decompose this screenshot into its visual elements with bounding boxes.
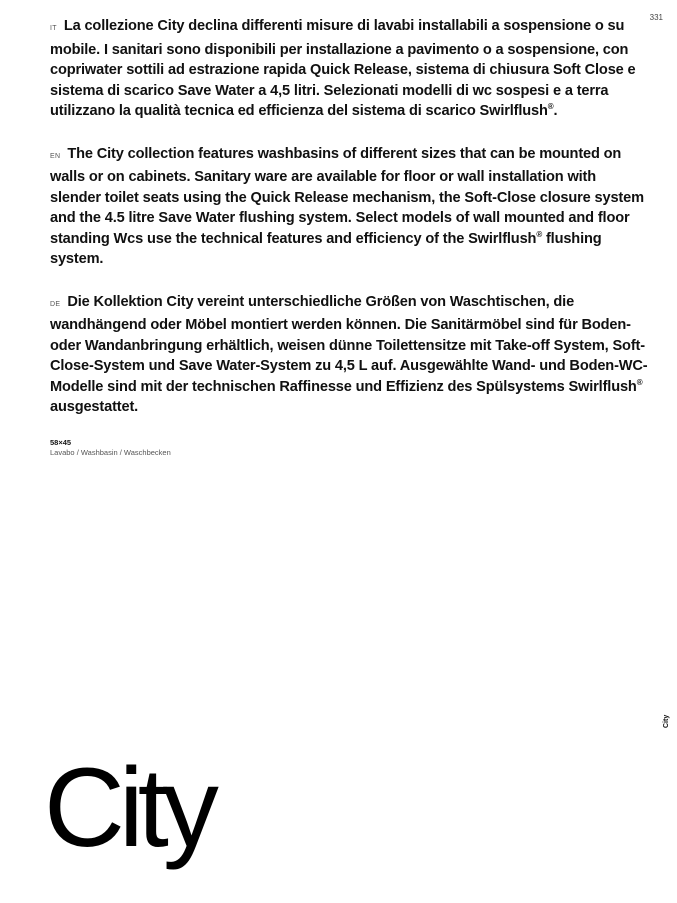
registered-mark: ® [536,229,543,239]
paragraph-en [50,144,650,270]
registered-mark: ® [636,377,643,387]
caption-description: Lavabo / Washbasin / Waschbecken [50,447,171,457]
paragraph-de-text: Die Kollektion City vereint unterschiedliche Größen von Waschtischen, die wandhängend oder Möbel montiert werden können. Die Sanitärmöbel sind für Boden- oder Wandanbringung erhältlich, weisen dünne Toilettensitze mit Take-off System, Soft-Close-System und Save Water-System zu 4,5 L auf. Ausgewählte Wand- und Boden-WC-Modelle sind mit der technischen Raffinesse und Effizienz des Spülsystems Swirlflush [50,293,648,395]
registered-mark: ® [547,102,554,112]
paragraph-it-tail: . [553,103,558,119]
paragraph-en-text: The City collection features washbasins of different sizes that can be mounted on walls or on cabinets. Sanitary ware are available for floor or wall installation with slender toilet seats using the Quick Release mechanism, the Soft-Close closure system and the 4.5 litre Save Water flushing system. Select models of wall mounted and floor standing Wcs use the technical features and efficiency of the Swirlflush [50,145,644,247]
paragraph-en-tail: flushing system. [50,230,602,267]
paragraph-de [50,292,650,418]
language-code-it: IT [50,25,57,32]
caption-dimensions: 58×45 [50,437,72,447]
paragraph-de-tail: ausgestattet. [50,399,139,415]
collection-title: City [44,745,213,870]
paragraph-it [50,16,650,122]
paragraph-it-text: La collezione City declina differenti misure di lavabi installabili a sospensione o su mobile. I sanitari sono disponibili per installazione a pavimento o a sospensione, con copriwater sottili ad estrazione rapida Quick Release, sistema di chiusura Soft Close e sistema di scarico Save Water a 4,5 litri. Selezionati modelli di wc sospesi e a terra utilizzano la qualità tecnica ed efficienza del sistema di scarico Swirlflush [50,18,636,119]
product-caption [50,438,650,458]
page-number: 331 [649,13,663,22]
language-code-en: EN [50,152,61,160]
language-code-de: DE [50,300,61,308]
side-section-label: City [663,714,670,728]
content-column [50,16,650,458]
